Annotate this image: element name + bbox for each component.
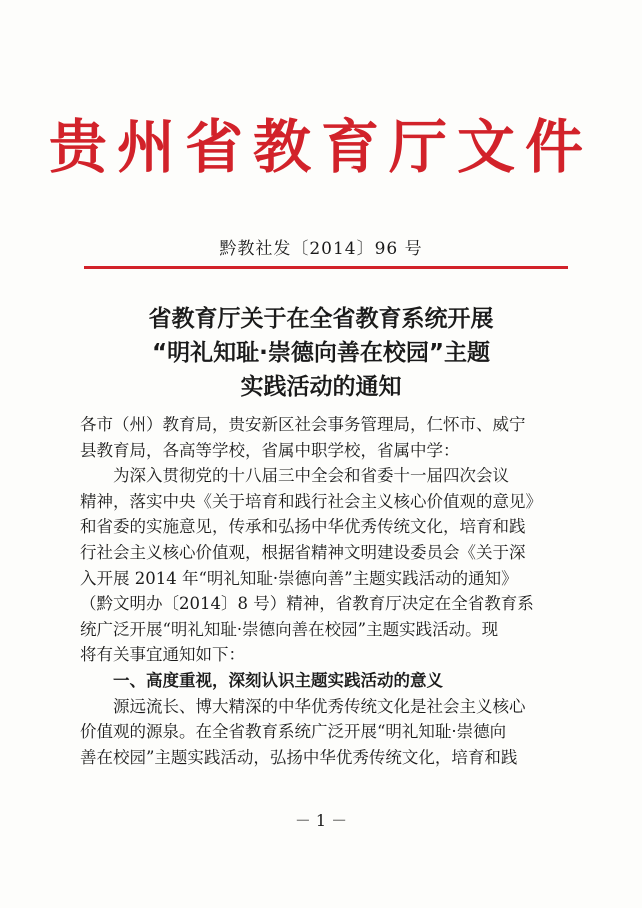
notice-body [80,412,568,770]
body-line: 将有关事宜通知如下： [80,645,245,665]
document-number: 黔教社发〔2014〕96 号 [219,239,423,259]
body-line: 善在校园”主题实践活动，弘扬中华优秀传统文化，培育和践 [80,747,518,767]
notice-title-line: 省教育厅关于在全省教育系统开展 [148,306,494,332]
notice-title [0,302,642,404]
body-line: 行社会主义核心价值观，根据省精神文明建设委员会《关于深 [80,542,526,562]
section-heading: 一、高度重视，深刻认识主题实践活动的意义 [113,670,443,690]
body-line: 入开展 2014 年“明礼知耻·崇德向善”主题实践活动的通知》 [80,568,518,588]
body-line: 各市（州）教育局，贵安新区社会事务管理局，仁怀市、威宁 [80,415,526,434]
body-line: 价值观的源泉。在全省教育系统广泛开展“明礼知耻·崇德向 [80,722,507,742]
notice-title-line: “明礼知耻·崇德向善在校园”主题 [152,340,490,366]
body-line: 县教育局，各高等学校，省属中职学校，省属中学： [80,440,460,460]
notice-title-line: 实践活动的通知 [240,374,402,400]
body-line: 精神，落实中央《关于培育和践行社会主义核心价值观的意见》 [80,491,542,511]
document-header-title: 贵州省教育厅文件 [48,113,593,181]
red-divider-line [84,266,568,269]
body-line: 和省委的实施意见，传承和弘扬中华优秀传统文化，培育和践 [80,517,526,537]
body-line: 为深入贯彻党的十八届三中全会和省委十一届四次会议 [113,466,509,486]
body-line: 统广泛开展“明礼知耻·崇德向善在校园”主题实践活动。现 [80,619,499,639]
body-line: （黔文明办〔2014〕8 号）精神，省教育厅决定在全省教育系 [80,594,534,614]
body-line: 源远流长、博大精深的中华优秀传统文化是社会主义核心 [113,696,526,716]
page-number: － 1 － [294,811,348,830]
